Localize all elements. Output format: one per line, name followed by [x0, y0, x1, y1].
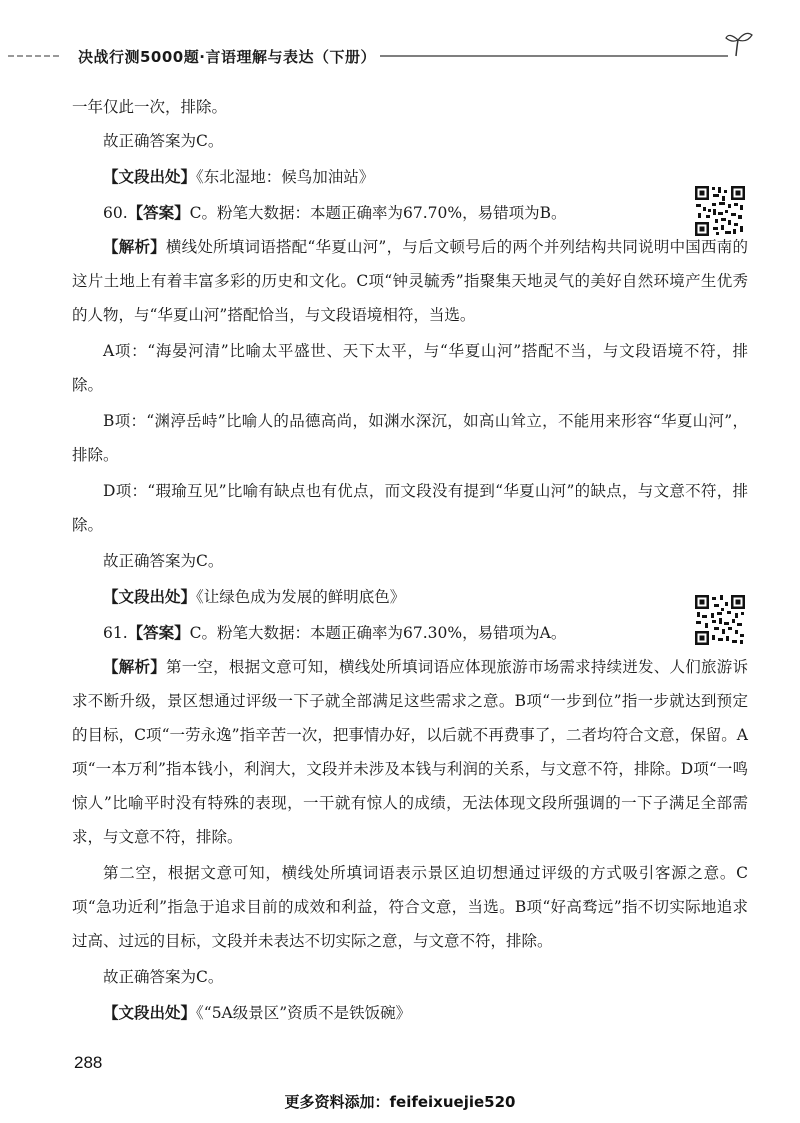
- paragraph: 故正确答案为C。: [103, 552, 224, 570]
- analysis-tag: 【解析】: [103, 658, 166, 676]
- answer-tag: 【答案】: [127, 204, 190, 222]
- paragraph: B项：“渊渟岳峙”比喻人的品德高尚，如渊水深沉，如高山耸立，不能用来形容“华夏山河”，排除。: [72, 412, 748, 464]
- paragraph: 故正确答案为C。: [103, 968, 224, 986]
- question-number: 61.: [103, 624, 128, 642]
- source-tag: 【文段出处】: [103, 1004, 197, 1022]
- sprout-icon: [724, 28, 754, 58]
- answer-text: C。粉笔大数据：本题正确率为67.70%，易错项为B。: [189, 204, 567, 222]
- paragraph: 第二空，根据文意可知，横线处所填词语表示景区迫切想通过评级的方式吸引客源之意。C项“急功近利”指急于追求目前的成效和利益，符合文意，当选。B项“好高骛远”指不切实际地追求过高、过远的目标，文段并未表达不切实际之意，与文意不符，排除。: [72, 864, 748, 950]
- answer-text: C。粉笔大数据：本题正确率为67.30%，易错项为A。: [189, 624, 567, 642]
- paragraph: A项：“海晏河清”比喻太平盛世、天下太平，与“华夏山河”搭配不当，与文段语境不符，排除。: [72, 342, 748, 394]
- source-paragraph: [72, 580, 748, 614]
- source-tag: 【文段出处】: [103, 588, 197, 606]
- analysis-text: 第一空，根据文意可知，横线处所填词语应体现旅游市场需求持续迸发、人们旅游诉求不断升级，景区想通过评级一下子就全部满足这些需求之意。B项“一步到位”指一步就达到预定的目标，C项“一劳永逸”指辛苦一次，把事情办好，以后就不再费事了，二者均符合文意，保留。A项“一本万利”指本钱小，利润大，文段并未涉及本钱与利润的关系，与文意不符，排除。D项“一鸣惊人”比喻平时没有特殊的表现，一干就有惊人的成绩，无法体现文段所强调的一下子满足全部需求，与文意不符，排除。: [72, 658, 748, 846]
- source-title: 《东北湿地：候鸟加油站》: [196, 168, 375, 186]
- paragraph: D项：“瑕瑜互见”比喻有缺点也有优点，而文段没有提到“华夏山河”的缺点，与文意不符，排除。: [72, 482, 748, 534]
- question-number: 60.: [103, 204, 128, 222]
- source-paragraph: [72, 996, 748, 1030]
- page-body: [72, 90, 748, 1030]
- source-tag: 【文段出处】: [103, 168, 197, 186]
- answer-tag: 【答案】: [127, 624, 190, 642]
- page-number: 288: [74, 1053, 103, 1072]
- analysis-paragraph: [72, 650, 748, 854]
- running-header: [0, 32, 800, 72]
- analysis-tag: 【解析】: [103, 238, 166, 256]
- paragraph: 一年仅此一次，排除。: [72, 98, 228, 116]
- source-title: 《“5A级景区”资质不是铁饭碗》: [196, 1004, 412, 1022]
- answer-paragraph: [72, 616, 748, 650]
- analysis-text: 横线处所填词语搭配“华夏山河”，与后文顿号后的两个并列结构共同说明中国西南的这片土地上有着丰富多彩的历史和文化。C项“钟灵毓秀”指聚集天地灵气的美好自然环境产生优秀的人物，与“华夏山河”搭配恰当，与文段语境相符，当选。: [72, 238, 748, 324]
- footer-note: 更多资料添加：feifeixuejie520: [284, 1093, 516, 1111]
- answer-paragraph: [72, 196, 748, 230]
- source-title: 《让绿色成为发展的鲜明底色》: [196, 588, 406, 606]
- header-title: 决战行测5000题·言语理解与表达（下册）: [74, 46, 380, 67]
- analysis-paragraph: [72, 230, 748, 332]
- source-paragraph: [72, 160, 748, 194]
- paragraph: 故正确答案为C。: [103, 132, 224, 150]
